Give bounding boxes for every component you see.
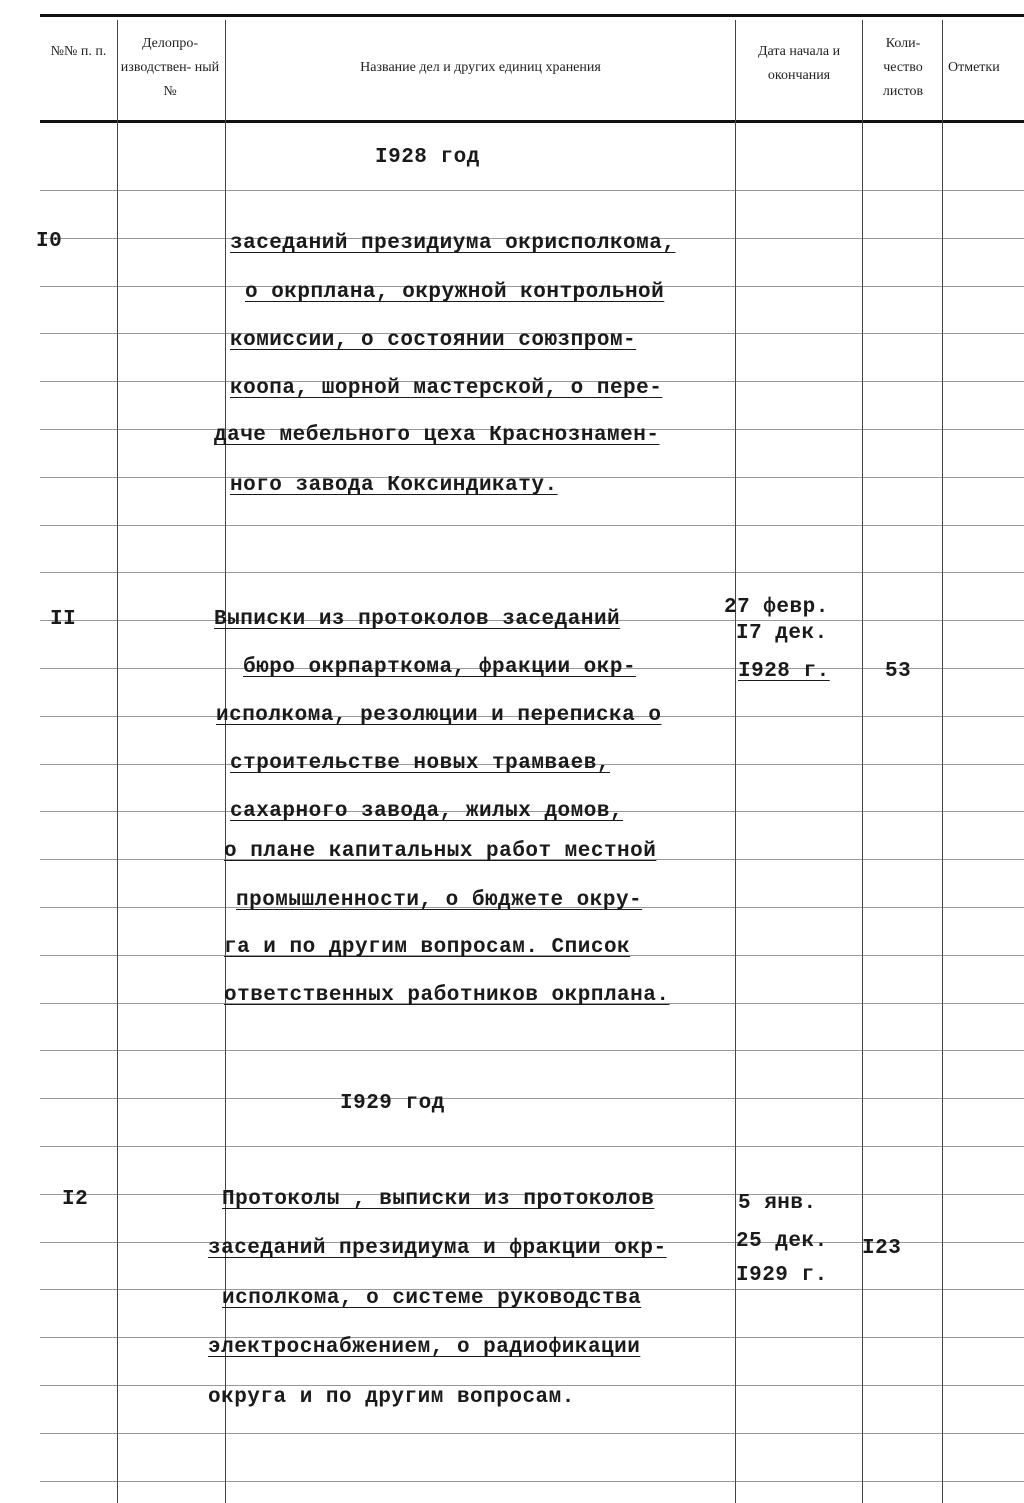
header-notes: Отметки	[948, 60, 1000, 75]
entry-line: промышленности, о бюджете окру-	[236, 889, 643, 912]
header-title: Название дел и других единиц хранения	[360, 60, 601, 75]
row-rule	[40, 1050, 1024, 1051]
column-rule	[942, 20, 943, 1503]
entry-line: о плане капитальных работ местной	[224, 840, 657, 863]
header-dates: Дата начала и окончания	[757, 44, 841, 83]
entry-line: округа и по другим вопросам.	[208, 1386, 575, 1409]
entry-line: ного завода Коксиндикату.	[230, 474, 558, 497]
entry-line: комиссии, о состоянии союзпром-	[230, 329, 637, 352]
entry-line: исполкома, о системе руководства	[222, 1287, 642, 1310]
entry-line: заседаний президиума окрисполкома,	[230, 232, 676, 255]
entry-num: I0	[36, 230, 63, 253]
header-office-num: Делопро- изводствен- ный №	[120, 36, 220, 99]
entry-date: 5 янв.	[738, 1192, 817, 1215]
row-rule	[40, 190, 1024, 191]
entry-line: заседаний президиума и фракции окр-	[208, 1237, 667, 1260]
entry-line: сахарного завода, жилых домов,	[230, 800, 624, 823]
entry-date: I7 дек.	[736, 622, 828, 645]
row-rule	[40, 1098, 1024, 1099]
entry-sheets: I23	[862, 1237, 902, 1260]
entry-num: II	[50, 608, 77, 631]
entry-line: электроснабжением, о радиофикации	[208, 1336, 641, 1359]
header-bottom-rule	[40, 120, 1024, 123]
entry-sheets: 53	[885, 660, 912, 683]
entry-date: I928 г.	[738, 660, 830, 683]
row-rule	[40, 1146, 1024, 1147]
entry-line: Протоколы , выписки из протоколов	[222, 1188, 655, 1211]
entry-line: о окрплана, окружной контрольной	[245, 281, 665, 304]
row-rule	[40, 1481, 1024, 1482]
entry-line: коопа, шорной мастерской, о пере-	[230, 377, 663, 400]
entry-line: исполкома, резолюции и переписка о	[216, 704, 662, 727]
header-num: №№ п. п.	[50, 44, 107, 59]
year-heading: I929 год	[340, 1092, 445, 1115]
column-rule	[225, 20, 226, 1503]
entry-line: ответственных работников окрплана.	[224, 984, 670, 1007]
entry-line: га и по другим вопросам. Список	[224, 936, 631, 959]
header-sheets: Коли- чество листов	[882, 36, 924, 99]
row-rule	[40, 525, 1024, 526]
entry-date: I929 г.	[736, 1264, 828, 1287]
entry-line: строительстве новых трамваев,	[230, 752, 610, 775]
entry-line: Выписки из протоколов заседаний	[214, 608, 621, 631]
entry-date: 27 февр.	[724, 596, 829, 619]
entry-line: бюро окрпарткома, фракции окр-	[243, 656, 637, 679]
column-rule	[117, 20, 118, 1503]
row-rule	[40, 572, 1024, 573]
entry-line: даче мебельного цеха Краснознамен-	[214, 424, 660, 447]
top-rule	[40, 14, 1024, 17]
column-rule	[862, 20, 863, 1503]
entry-date: 25 дек.	[736, 1230, 828, 1253]
row-rule	[40, 1433, 1024, 1434]
entry-num: I2	[62, 1188, 89, 1211]
year-heading: I928 год	[375, 146, 480, 169]
